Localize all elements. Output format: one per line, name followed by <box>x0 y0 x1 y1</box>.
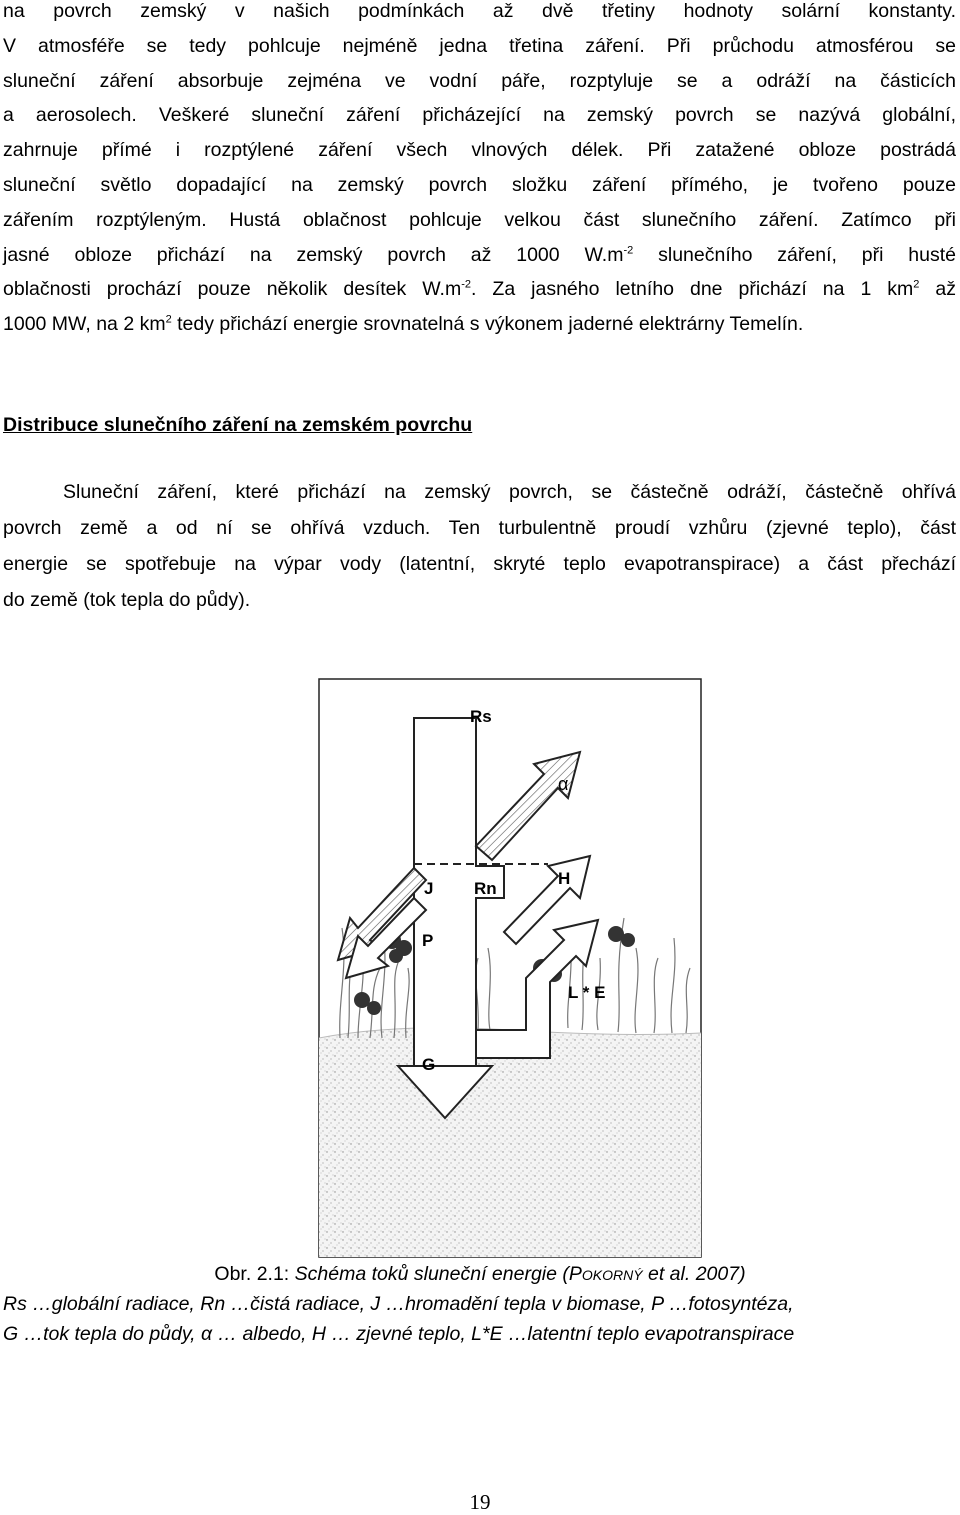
text-line <box>3 307 956 342</box>
label-le: L * E <box>568 983 606 1002</box>
caption-suffix: et al. 2007) <box>642 1263 746 1285</box>
text-line: povrch země a od ní se ohřívá vzduch. Ten turbulentně proudí vzhůru (zjevné teplo), část <box>3 517 956 539</box>
label-alpha: α <box>558 774 569 794</box>
superscript: 2 <box>913 278 920 291</box>
caption-author: okorný <box>581 1263 643 1285</box>
text-line: energie se spotřebuje na výpar vody (latentní, skryté teplo evapotranspirace) a část přechází <box>3 553 956 575</box>
intro-paragraph <box>3 0 956 342</box>
text-run: až <box>919 278 957 301</box>
figure-caption <box>0 1263 960 1286</box>
caption-legend-line: Rs …globální radiace, Rn …čistá radiace, J …hromadění tepla v biomase, P …fotosyntéza, <box>3 1293 794 1315</box>
text-line: do země (tok tepla do půdy). <box>3 589 251 611</box>
label-p: P <box>422 931 434 950</box>
label-h: H <box>558 869 571 888</box>
text-line: Sluneční záření, které přichází na zemský povrch, se částečně odráží, částečně ohřívá <box>63 481 956 503</box>
text-run: 1000 MW, na 2 km <box>3 313 166 336</box>
superscript: -2 <box>461 278 472 291</box>
text-line <box>3 272 956 307</box>
energy-flow-diagram <box>318 678 702 1258</box>
label-rn: Rn <box>474 879 497 898</box>
section-heading: Distribuce slunečního záření na zemském povrchu <box>3 414 473 436</box>
label-g: G <box>422 1055 436 1074</box>
text-line: zahrnuje přímé i rozptýlené záření všech vlnových délek. Při zatažené obloze postrádá <box>3 139 956 162</box>
caption-prefix: Obr. 2.1: <box>214 1263 295 1285</box>
energy-flow-figure <box>318 678 702 1258</box>
superscript: -2 <box>623 244 634 257</box>
text-line: V atmosféře se tedy pohlcuje nejméně jedna třetina záření. Při průchodu atmosférou se <box>3 34 956 57</box>
text-run: slunečního záření, při husté <box>633 243 956 266</box>
superscript: 2 <box>165 313 172 326</box>
text-line: sluneční záření absorbuje zejména ve vodní páře, rozptyluje se a odráží na částicích <box>3 69 956 92</box>
caption-legend-line: G …tok tepla do půdy, α … albedo, H … zjevné teplo, L*E …latentní teplo evapotranspirace <box>3 1323 795 1345</box>
text-run: oblačnosti prochází pouze několik desítek W.m <box>3 278 462 301</box>
page-number: 19 <box>469 1490 491 1514</box>
text-line: sluneční světlo dopadající na zemský povrch složku záření přímého, je tvořeno pouze <box>3 173 956 196</box>
label-rs: Rs <box>470 707 492 726</box>
text-run: jasné obloze přichází na zemský povrch až 1000 W.m <box>3 243 624 266</box>
section-paragraph <box>3 474 956 618</box>
text-line: zářením rozptýleným. Hustá oblačnost pohlcuje velkou část slunečního záření. Zatímco při <box>3 208 956 231</box>
text-run: tedy přichází energie srovnatelná s výkonem jaderné elektrárny Temelín. <box>171 313 804 336</box>
text-line: na povrch zemský v našich podmínkách až dvě třetiny hodnoty solární konstanty. <box>3 0 956 22</box>
text-line: a aerosolech. Veškeré sluneční záření přicházející na zemský povrch se nazývá globální, <box>3 104 956 127</box>
text-run: . Za jasného letního dne přichází na 1 km <box>471 278 914 301</box>
caption-title: Schéma toků sluneční energie (P <box>294 1263 582 1285</box>
soil-layer <box>319 1028 701 1257</box>
label-j: J <box>424 879 434 898</box>
text-line <box>3 238 956 273</box>
